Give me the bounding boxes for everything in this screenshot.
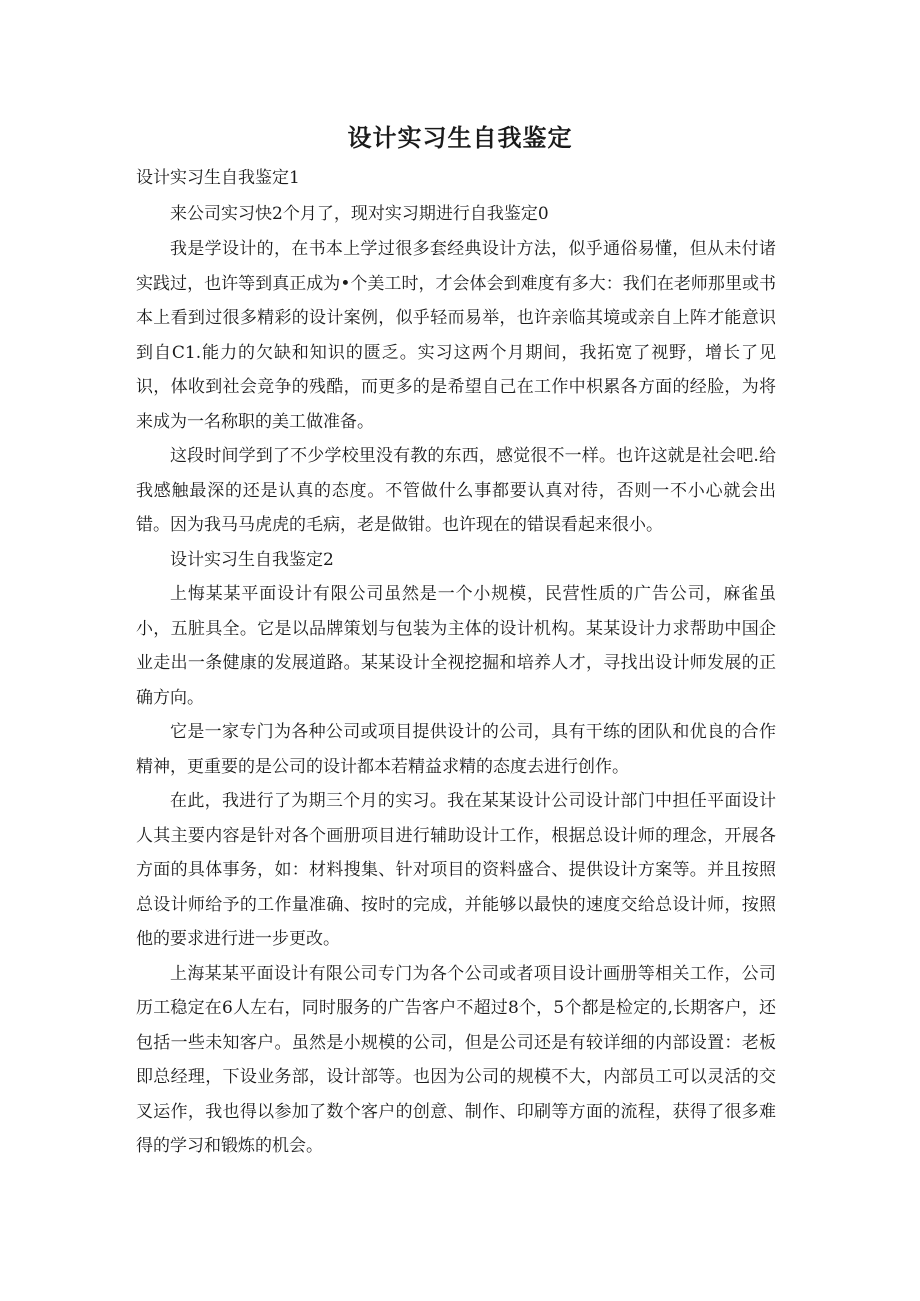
section-1-heading: 设计实习生自我鉴定1	[136, 168, 300, 188]
paragraph: 在此，我进行了为期三个月的实习。我在某某设计公司设计部门中担任平面设计人其主要内容是针对各个画册项目进行辅助设计工作，根据总设计师的理念，开展各方面的具体事务，如：材料搜集、针对项目的资料盛合、提供设计方案等。并且按照总设计师给予的工作量准确、按时的完成，并能够以最快的速度交给总设计师，按照他的要求进行进一步更改。	[136, 791, 776, 949]
paragraph: 上海某某平面设计有限公司专门为各个公司或者项目设计画册等相关工作，公司历工稳定在6人左右，同时服务的广告客户不超过8个，5个都是检定的,长期客户，还包括一些未知客户。虽然是小规模的公司，但是公司还是有较详细的内部设置：老板即总经理，下设业务部，设计部等。也因为公司的规模不大，内部员工可以灵活的交叉运作，我也得以参加了数个客户的创意、制作、印刷等方面的流程，获得了很多难得的学习和锻炼的机会。	[136, 963, 776, 1156]
paragraph: 它是一家专门为各种公司或项目提供设计的公司，具有干练的团队和优良的合作精神，更重要的是公司的设计都本若精益求精的态度去进行创作。	[136, 722, 776, 777]
document-title: 设计实习生自我鉴定	[347, 124, 573, 152]
section-2-heading: 设计实习生自我鉴定2	[170, 549, 334, 570]
paragraph: 这段时间学到了不少学校里没有教的东西，感觉很不一样。也许这就是社会吧.给我感触最深的还是认真的态度。不管做什么事都要认真对待，否则一不小心就会出错。因为我马马虎虎的毛病，老是做钳。也许现在的错误看起来很小。	[136, 446, 776, 535]
paragraph: 我是学设计的，在书本上学过很多套经典设计方法，似乎通俗易懂，但从未付诸实践过，也许等到真正成为•个美工时，才会体会到难度有多大：我们在老师那里或书本上看到过很多精彩的设计案例，似乎轻而易举，也许亲临其境或亲自上阵才能意识到自C1.能力的欠缺和知识的匮乏。实习这两个月期间，我拓宽了视野，增长了见识，体收到社会竞争的残酷，而更多的是希望自己在工作中枳累各方面的经脸，为将来成为一名称职的美工做准备。	[136, 239, 776, 432]
document-body	[136, 160, 776, 1164]
paragraph: 来公司实习快2个月了，现对实习期进行自我鉴定0	[170, 204, 549, 224]
paragraph: 上悔某某平面设计有限公司虽然是一个小规模，民营性质的广告公司，麻雀虽小，五脏具全。它是以品牌策划与包装为主体的设计机构。某某设计力求帮助中国企业走出一条健康的发展道路。某某设计全视挖掘和培养人才，寻找出设计师发展的正确方向。	[136, 584, 776, 708]
